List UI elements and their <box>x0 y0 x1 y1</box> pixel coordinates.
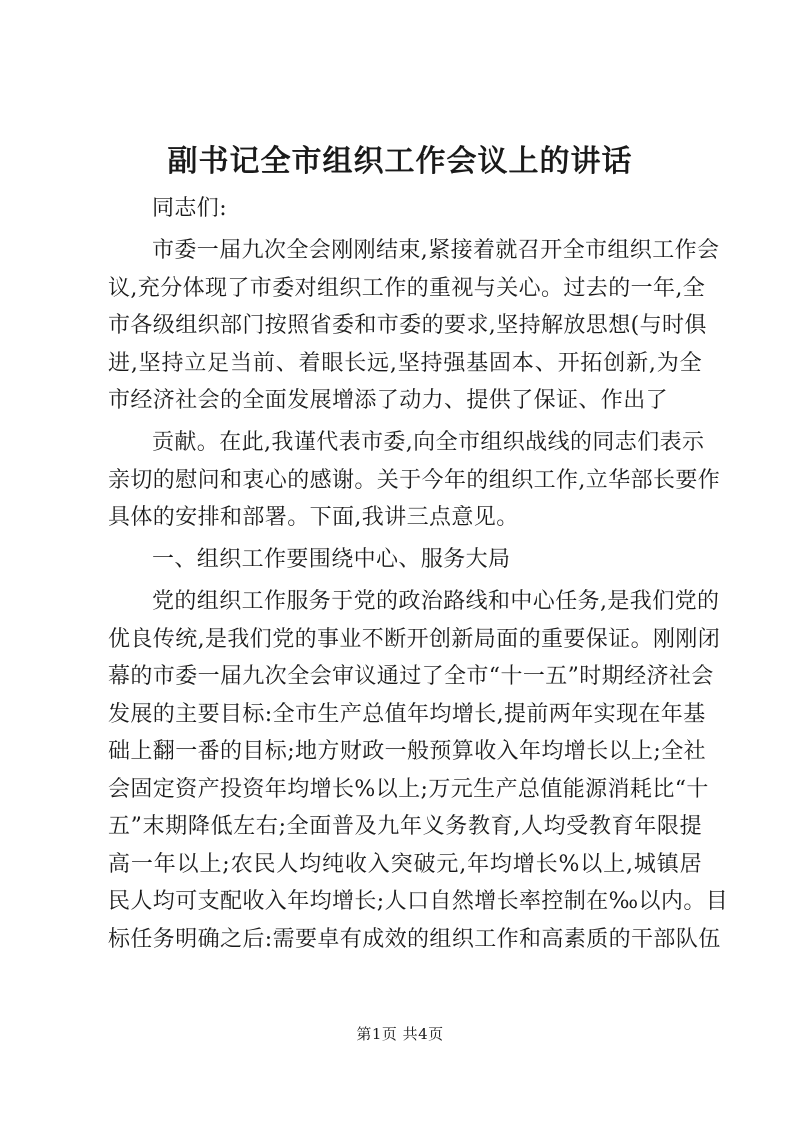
text-line: 础上翻一番的目标;地方财政一般预算收入年均增长以上;全社 <box>108 739 707 764</box>
paragraph-opening <box>108 232 720 420</box>
text-line: 亲切的慰问和衷心的感谢。关于今年的组织工作,立华部长要作 <box>108 467 721 493</box>
paragraph-thanks <box>108 424 721 537</box>
section-heading <box>108 541 702 579</box>
text-line: 党的组织工作服务于党的政治路线和中心任务,是我们党的 <box>152 589 720 614</box>
text-line: 一、组织工作要围绕中心、服务大局 <box>152 547 511 572</box>
text-line: 贡献。在此,我谨代表市委,向全市组织战线的同志们表示 <box>152 430 705 455</box>
text-line: 具体的安排和部署。下面,我讲三点意见。 <box>108 505 519 530</box>
text-line: 市经济社会的全面发展增添了动力、提供了保证、作出了 <box>108 388 669 413</box>
text-line: 市各级组织部门按照省委和市委的要求,坚持解放思想(与时俱 <box>108 313 707 338</box>
text-line: 进,坚持立足当前、着眼长远,坚持强基固本、开拓创新,为全 <box>108 350 702 376</box>
text-line: 议,充分体现了市委对组织工作的重视与关心。过去的一年,全 <box>108 275 706 301</box>
text-line: 发展的主要目标:全市生产总值年均增长,提前两年实现在年基 <box>108 701 706 727</box>
text-line: 标任务明确之后:需要卓有成效的组织工作和高素质的干部队伍 <box>108 926 721 952</box>
paragraph-goals <box>108 583 729 958</box>
text-line: 市委一届九次全会刚刚结束,紧接着就召开全市组织工作会 <box>152 238 720 263</box>
text-line: 民人均可支配收入年均增长;人口自然增长率控制在‰以内。目 <box>108 889 729 914</box>
paragraph-greeting <box>108 190 702 228</box>
text-line: 幕的市委一届九次全会审议通过了全市“十一五”时期经济社会 <box>108 664 714 689</box>
text-line: 五”末期降低左右;全面普及九年义务教育,人均受教育年限提 <box>108 814 702 839</box>
document-body <box>108 190 729 963</box>
text-line: 高一年以上;农民人均纯收入突破元,年均增长%以上,城镇居 <box>108 851 702 877</box>
page-number: 第1页 共4页 <box>356 1025 444 1043</box>
page-title: 副书记全市组织工作会议上的讲话 <box>167 144 633 179</box>
text-line: 优良传统,是我们党的事业不断开创新局面的重要保证。刚刚闭 <box>108 626 721 652</box>
text-line: 同志们: <box>152 196 228 221</box>
text-line: 会固定资产投资年均增长%以上;万元生产总值能源消耗比“十 <box>108 776 709 802</box>
